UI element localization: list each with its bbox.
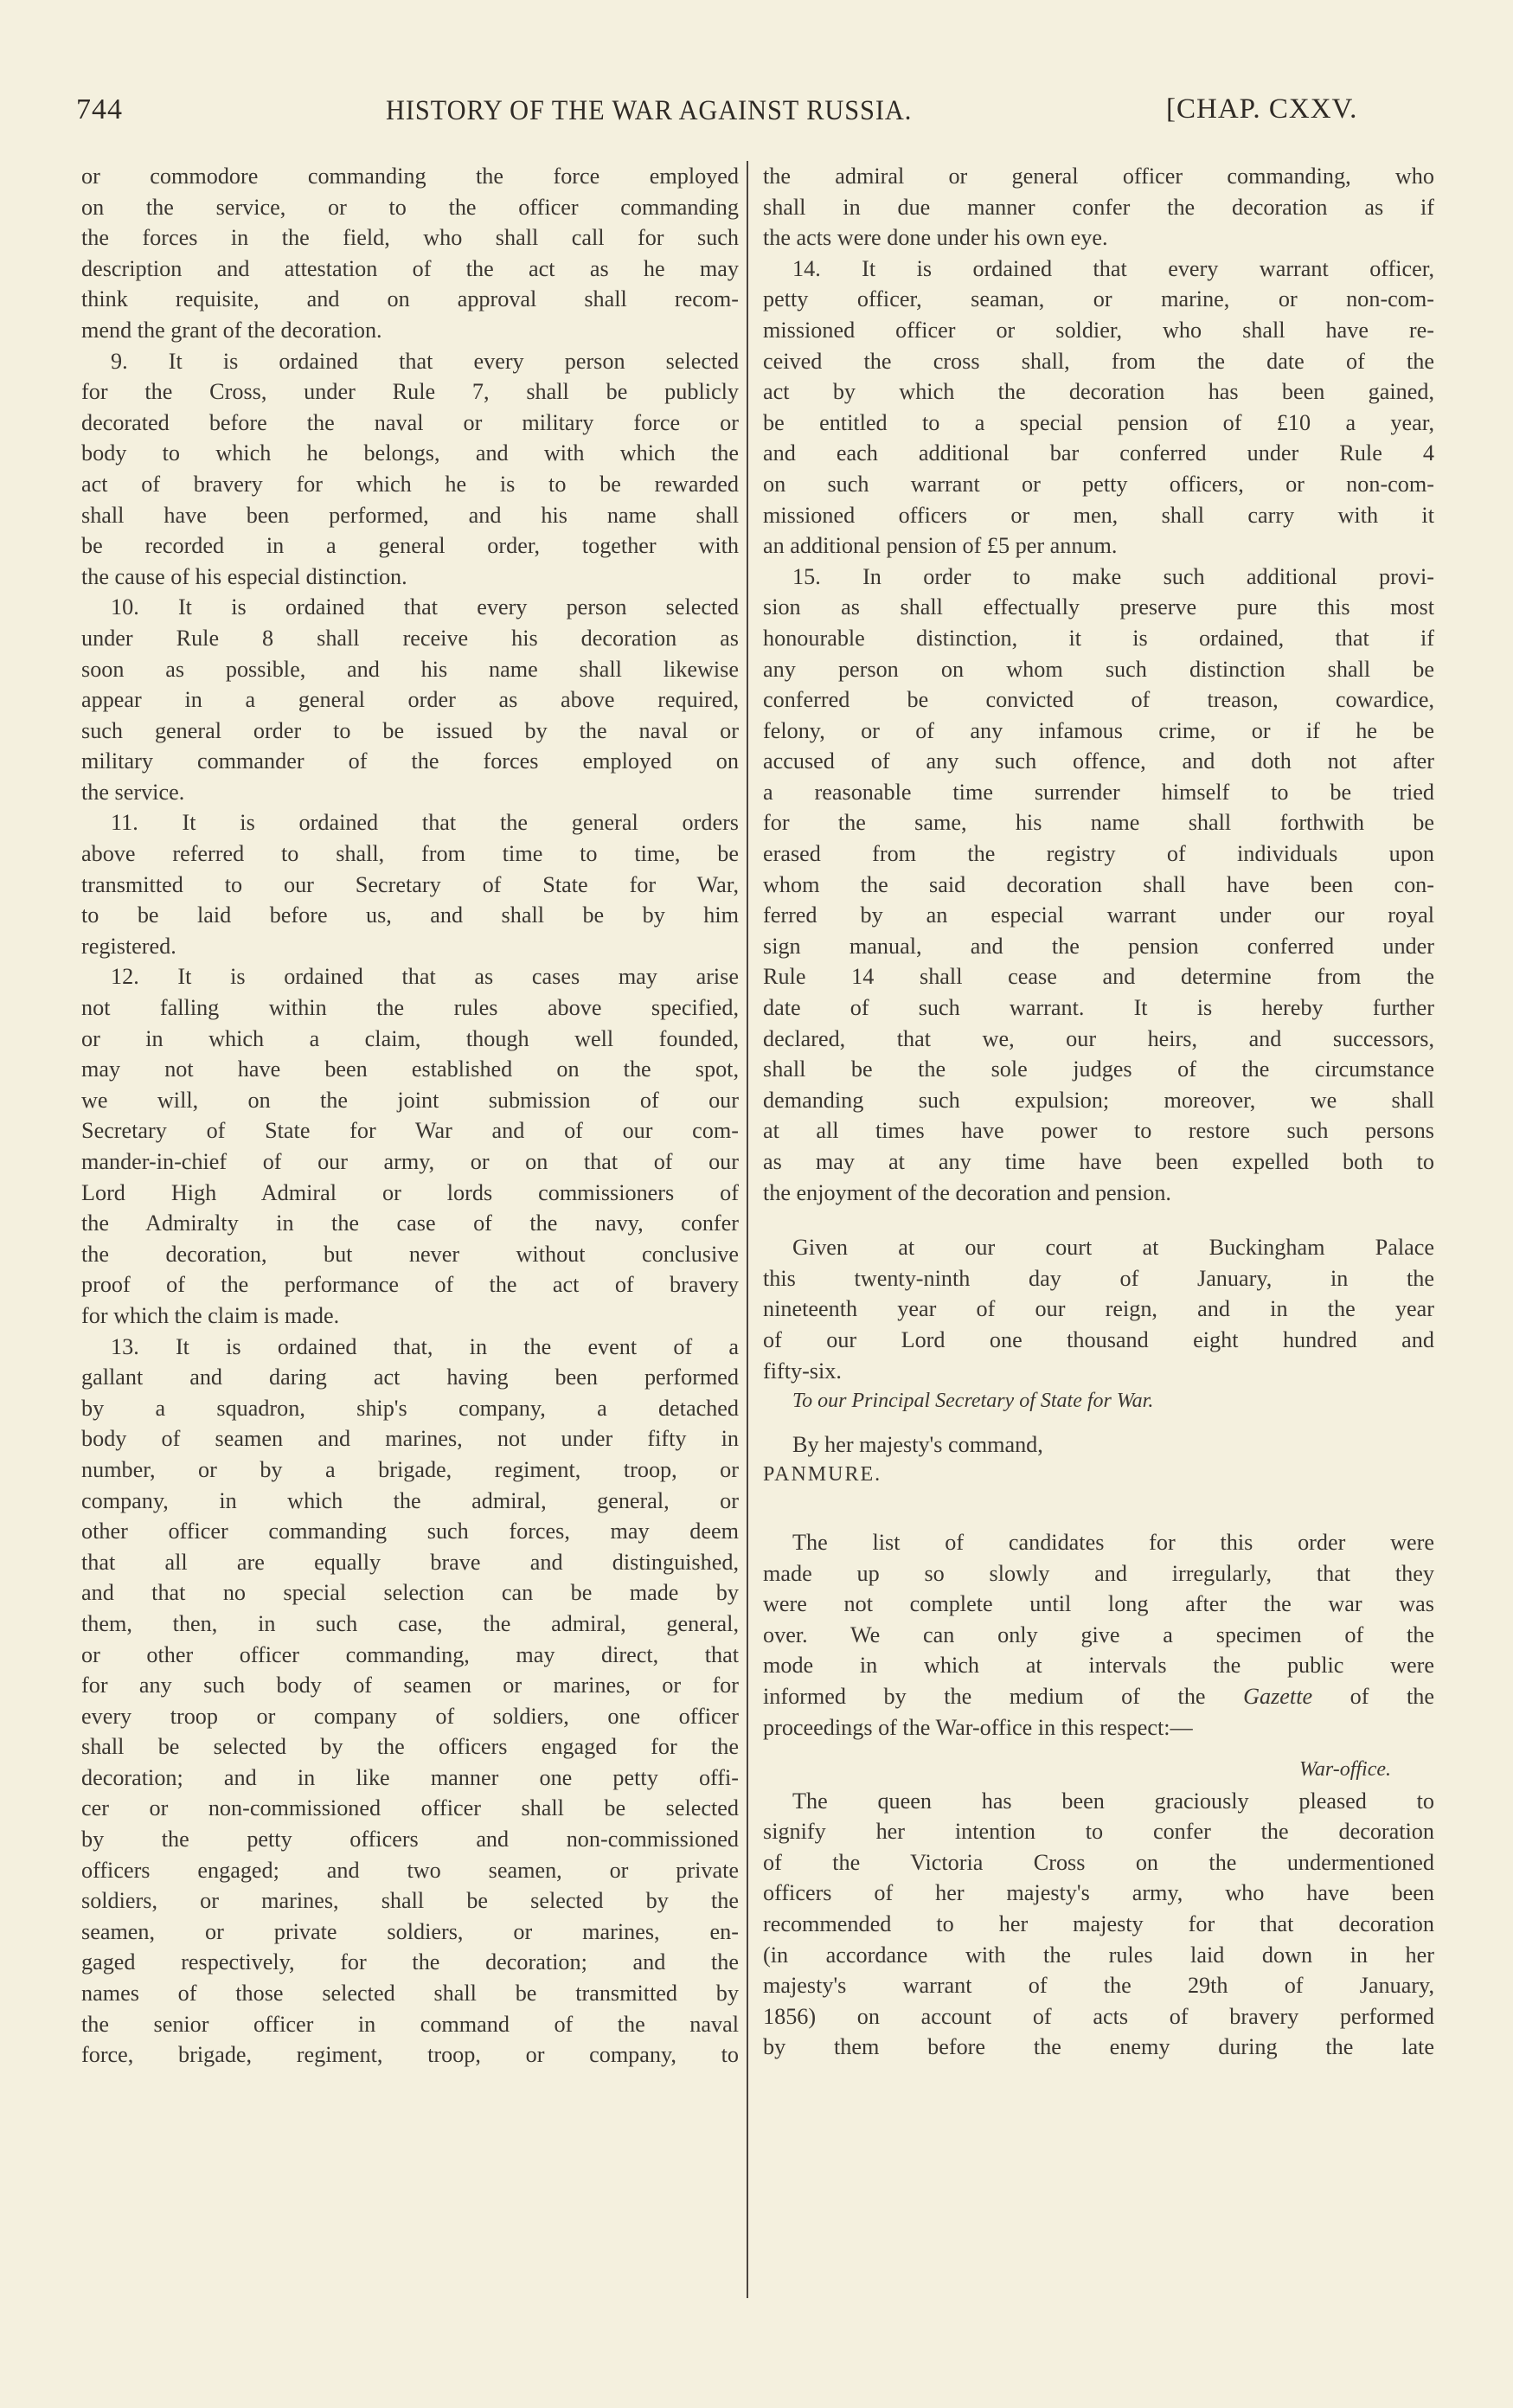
- text-line: shall be the sole judges of the circumstance: [763, 1056, 1434, 1082]
- rule-9-start: 9. It is ordained that every person selected: [111, 348, 739, 374]
- text-line: the cause of his especial distinction.: [81, 563, 407, 589]
- text-line: description and attestation of the act as he may: [81, 255, 739, 281]
- text-line: names of those selected shall be transmitted by: [81, 1981, 739, 2007]
- text-line: ferred by an especial warrant under our royal: [763, 902, 1434, 928]
- spacer: [763, 1208, 1434, 1232]
- text-line: every troop or company of soldiers, one officer: [81, 1703, 739, 1729]
- rule-13-start: 13. It is ordained that, in the event of a: [111, 1333, 739, 1359]
- narrative-start: The list of candidates for this order were: [792, 1529, 1434, 1555]
- text-line: officers engaged; and two seamen, or private: [81, 1857, 739, 1883]
- chapter-reference: [CHAP. CXXV.: [1166, 93, 1358, 125]
- addressee-line: To our Principal Secretary of State for War.: [792, 1390, 1154, 1413]
- text-line: by a squadron, ship's company, a detached: [81, 1395, 739, 1421]
- text-line: erased from the registry of individuals upon: [763, 841, 1434, 867]
- text-line: mander-in-chief of our army, or on that of our: [81, 1149, 739, 1174]
- text-line: over. We can only give a specimen of the: [763, 1621, 1434, 1647]
- text-line: force, brigade, regiment, troop, or company, to: [81, 2042, 739, 2068]
- text-line: missioned officers or men, shall carry with it: [763, 502, 1434, 528]
- text-line: be entitled to a special pension of £10 a year,: [763, 409, 1434, 435]
- text-line: seamen, or private soldiers, or marines, en-: [81, 1918, 739, 1944]
- text-line: mode in which at intervals the public were: [763, 1653, 1434, 1679]
- text-line: honourable distinction, it is ordained, that if: [763, 625, 1434, 651]
- text-line: majesty's warrant of the 29th of January,: [763, 1973, 1434, 1999]
- text-line: the service.: [81, 779, 185, 805]
- rule-14-start: 14. It is ordained that every warrant officer,: [792, 255, 1434, 281]
- page-header: [76, 93, 1426, 137]
- text-line: at all times have power to restore such persons: [763, 1118, 1434, 1144]
- text-line: other officer commanding such forces, may deem: [81, 1519, 739, 1544]
- text-line: be recorded in a general order, together with: [81, 533, 739, 559]
- column-divider: [747, 161, 748, 2298]
- text-line: the senior officer in command of the naval: [81, 2011, 739, 2037]
- text-line: mend the grant of the decoration.: [81, 317, 382, 343]
- text-line: act by which the decoration has been gained,: [763, 379, 1434, 405]
- text-line: any person on whom such distinction shall be: [763, 656, 1434, 682]
- text-line: or in which a claim, though well founded,: [81, 1025, 739, 1051]
- text-line: not falling within the rules above specified,: [81, 995, 739, 1021]
- text-line: of the Victoria Cross on the undermentioned: [763, 1849, 1434, 1875]
- text-line: we will, on the joint submission of our: [81, 1087, 739, 1113]
- text-line: 1856) on account of acts of bravery performed: [763, 2003, 1434, 2029]
- text-line: soon as possible, and his name shall likewise: [81, 656, 739, 682]
- text-fragment: informed by the medium of the: [763, 1683, 1244, 1709]
- text-line: conferred be convicted of treason, cowardice,: [763, 687, 1434, 713]
- text-line: the forces in the field, who shall call for such: [81, 225, 739, 251]
- rule-12-start: 12. It is ordained that as cases may arise: [111, 964, 739, 990]
- text-line: sign manual, and the pension conferred under: [763, 933, 1434, 959]
- text-line: an additional pension of £5 per annum.: [763, 533, 1118, 559]
- text-line: and each additional bar conferred under Rule 4: [763, 440, 1434, 466]
- text-line: transmitted to our Secretary of State for War,: [81, 871, 739, 897]
- text-line: body to which he belongs, and with which the: [81, 440, 739, 466]
- text-line: Lord High Admiral or lords commissioners of: [81, 1179, 739, 1205]
- page-number: 744: [76, 93, 123, 125]
- text-line: date of such warrant. It is hereby further: [763, 995, 1434, 1021]
- text-line: by the petty officers and non-commissioned: [81, 1827, 739, 1853]
- text-line: of our Lord one thousand eight hundred and: [763, 1326, 1434, 1352]
- text-line: the decoration, but never without conclusive: [81, 1241, 739, 1267]
- left-column: [81, 161, 739, 2071]
- text-line: or other officer commanding, may direct, that: [81, 1641, 739, 1667]
- text-line: the acts were done under his own eye.: [763, 225, 1108, 251]
- text-line: the Admiralty in the case of the navy, confer: [81, 1210, 739, 1236]
- text-line: officers of her majesty's army, who have been: [763, 1880, 1434, 1906]
- text-line: soldiers, or marines, shall be selected by the: [81, 1888, 739, 1914]
- text-line: the enjoyment of the decoration and pension.: [763, 1179, 1171, 1205]
- text-line: above referred to shall, from time to time, be: [81, 841, 739, 867]
- spacer: [763, 1491, 1434, 1527]
- text-line: were not complete until long after the war was: [763, 1591, 1434, 1617]
- text-line: a reasonable time surrender himself to be tried: [763, 779, 1434, 805]
- text-line: this twenty-ninth day of January, in the: [763, 1265, 1434, 1291]
- text-line: proceedings of the War-office in this respect:—: [763, 1714, 1193, 1740]
- dateline: War-office.: [1299, 1758, 1391, 1782]
- text-line: may not have been established on the spot,: [81, 1056, 739, 1082]
- text-line: sion as shall effectually preserve pure this most: [763, 594, 1434, 620]
- text-line: that all are equally brave and distinguished,: [81, 1549, 739, 1575]
- text-line: accused of any such offence, and doth not after: [763, 748, 1434, 774]
- text-line: Secretary of State for War and of our com-: [81, 1118, 739, 1144]
- text-line: ceived the cross shall, from the date of the: [763, 348, 1434, 374]
- text-line: felony, or of any infamous crime, or if he be: [763, 717, 1434, 743]
- text-line: body of seamen and marines, not under fifty in: [81, 1426, 739, 1452]
- text-line: [763, 1681, 1434, 1712]
- text-line: and that no special selection can be made by: [81, 1580, 739, 1606]
- text-line: or commodore commanding the force employed: [81, 164, 739, 189]
- text-line: Rule 14 shall cease and determine from the: [763, 964, 1434, 990]
- text-line: proof of the performance of the act of bravery: [81, 1272, 739, 1298]
- text-line: gaged respectively, for the decoration; and the: [81, 1949, 739, 1975]
- text-line: think requisite, and on approval shall recom-: [81, 286, 739, 312]
- text-line: appear in a general order as above required,: [81, 687, 739, 713]
- text-line: as may at any time have been expelled both to: [763, 1149, 1434, 1174]
- text-line: number, or by a brigade, regiment, troop, or: [81, 1456, 739, 1482]
- spacer: [763, 1417, 1434, 1429]
- signature: PANMURE.: [763, 1463, 882, 1487]
- text-line: such general order to be issued by the naval or: [81, 717, 739, 743]
- text-line: company, in which the admiral, general, or: [81, 1487, 739, 1513]
- text-line: for the Cross, under Rule 7, shall be publicly: [81, 379, 739, 405]
- text-line: (in accordance with the rules laid down in her: [763, 1942, 1434, 1968]
- text-line: to be laid before us, and shall be by him: [81, 902, 739, 928]
- spacer: [763, 1743, 1434, 1755]
- text-line: petty officer, seaman, or marine, or non-com-: [763, 286, 1434, 312]
- text-line: for any such body of seamen or marines, or for: [81, 1673, 739, 1698]
- text-line: cer or non-commissioned officer shall be selected: [81, 1795, 739, 1821]
- text-fragment: of the: [1312, 1683, 1434, 1709]
- text-line: registered.: [81, 933, 176, 959]
- text-line: military commander of the forces employed on: [81, 748, 739, 774]
- text-line: signify her intention to confer the decoration: [763, 1819, 1434, 1845]
- running-title: HISTORY OF THE WAR AGAINST RUSSIA.: [386, 95, 913, 126]
- text-line: for the same, his name shall forthwith be: [763, 810, 1434, 836]
- right-column: [763, 161, 1434, 2063]
- rule-11-start: 11. It is ordained that the general orders: [111, 810, 739, 836]
- gazette-start: The queen has been graciously pleased to: [792, 1788, 1434, 1814]
- text-line: fifty-six.: [763, 1358, 842, 1384]
- rule-10-start: 10. It is ordained that every person selected: [111, 594, 739, 620]
- rule-15-start: 15. In order to make such additional provi-: [792, 563, 1434, 589]
- text-line: shall have been performed, and his name shall: [81, 502, 739, 528]
- text-line: demanding such expulsion; moreover, we shall: [763, 1087, 1434, 1113]
- command-line: By her majesty's command,: [792, 1431, 1043, 1457]
- text-line: them, then, in such case, the admiral, general,: [81, 1610, 739, 1636]
- text-line: whom the said decoration shall have been con-: [763, 871, 1434, 897]
- text-line: on the service, or to the officer commanding: [81, 194, 739, 220]
- text-line: act of bravery for which he is to be rewarded: [81, 471, 739, 497]
- text-line: nineteenth year of our reign, and in the year: [763, 1296, 1434, 1322]
- text-line: declared, that we, our heirs, and successors,: [763, 1025, 1434, 1051]
- text-line: decorated before the naval or military force or: [81, 409, 739, 435]
- text-line: gallant and daring act having been performed: [81, 1365, 739, 1390]
- text-line: on such warrant or petty officers, or non-com-: [763, 471, 1434, 497]
- text-line: by them before the enemy during the late: [763, 2034, 1434, 2060]
- gazette-italic: Gazette: [1243, 1683, 1313, 1709]
- text-line: made up so slowly and irregularly, that they: [763, 1560, 1434, 1586]
- text-line: under Rule 8 shall receive his decoration as: [81, 625, 739, 651]
- text-line: shall be selected by the officers engaged for the: [81, 1734, 739, 1760]
- text-line: shall in due manner confer the decoration as if: [763, 194, 1434, 220]
- given-at-line: Given at our court at Buckingham Palace: [792, 1235, 1434, 1261]
- text-line: recommended to her majesty for that decoration: [763, 1911, 1434, 1937]
- text-line: for which the claim is made.: [81, 1302, 340, 1328]
- text-line: missioned officer or soldier, who shall have re-: [763, 317, 1434, 343]
- text-line: decoration; and in like manner one petty offi-: [81, 1764, 739, 1790]
- text-line: the admiral or general officer commanding, who: [763, 164, 1434, 189]
